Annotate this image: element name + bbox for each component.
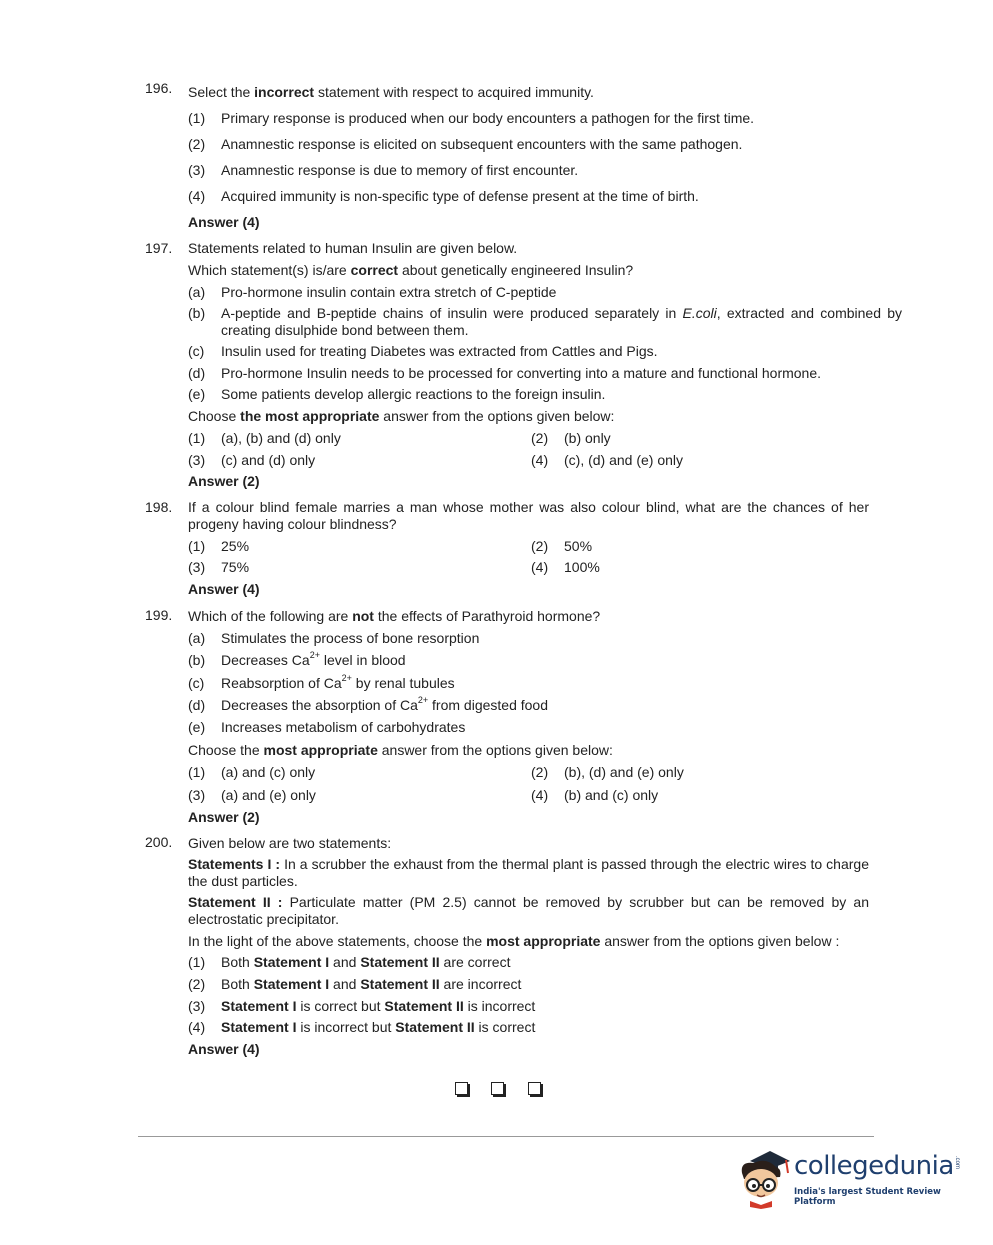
option-4: (4) 100% xyxy=(531,559,600,575)
choose-instruction: Choose the most appropriate answer from the options given below: xyxy=(188,408,615,424)
question-number: 199. xyxy=(145,607,173,623)
option-3: (3) (a) and (e) only xyxy=(188,787,316,803)
footer-divider xyxy=(138,1136,874,1137)
option-1: (1) 25% xyxy=(188,538,250,554)
option-1: (1) (a), (b) and (d) only xyxy=(188,430,341,446)
option-1: (1) Both Statement I and Statement II are correct xyxy=(188,954,511,970)
option-4: (4) (b) and (c) only xyxy=(531,787,659,803)
brand-domain: .com xyxy=(954,1156,960,1170)
brand-tagline: India's largest Student Review Platform xyxy=(794,1187,941,1207)
answer: Answer (4) xyxy=(188,1041,260,1057)
statement-d: (d) Pro-hormone Insulin needs to be processed for converting into a mature and functional hormone. xyxy=(188,365,822,381)
question-subtitle: Which statement(s) is/are correct about genetically engineered Insulin? xyxy=(188,262,634,278)
option-4: (4) (c), (d) and (e) only xyxy=(531,452,684,468)
statement-1: Statements I : In a scrubber the exhaust from the thermal plant is passed through the electric wires to charge the dust particles. xyxy=(188,856,869,889)
question-stem: Which of the following are not the effects of Parathyroid hormone? xyxy=(188,608,601,624)
option-2: (2) (b) only xyxy=(531,430,611,446)
option-1: (1) Primary response is produced when our body encounters a pathogen for the first time. xyxy=(188,110,755,126)
answer: Answer (4) xyxy=(188,581,260,597)
question-number: 196. xyxy=(145,80,173,96)
answer: Answer (4) xyxy=(188,214,260,230)
end-marker xyxy=(455,1082,560,1100)
statement-b: (b) Decreases $Ca^{2+}$ level in blood xyxy=(188,650,406,668)
option-2: (2) (b), (d) and (e) only xyxy=(531,764,684,780)
statement-c: (c) Reabsorption of $Ca^{2+}$ by renal tubules xyxy=(188,673,455,691)
option-3: (3) Anamnestic response is due to memory of first encounter. xyxy=(188,162,579,178)
question-stem: Given below are two statements: xyxy=(188,835,392,851)
option-4: (4) Acquired immunity is non-specific type of defense present at the time of birth. xyxy=(188,188,699,204)
choose-instruction: Choose the most appropriate answer from the options given below: xyxy=(188,742,613,758)
option-4: (4) Statement I is incorrect but Statement II is correct xyxy=(188,1019,536,1035)
option-2: (2) Anamnestic response is elicited on subsequent encounters with the same pathogen. xyxy=(188,136,743,152)
answer: Answer (2) xyxy=(188,809,260,825)
option-3: (3) Statement I is correct but Statement II is incorrect xyxy=(188,998,536,1014)
statement-a: (a) Stimulates the process of bone resorption xyxy=(188,630,480,646)
statement-b: (b) A-peptide and B-peptide chains of insulin were produced separately in E.coli, extracted and combined by creating disulphide bond between them. xyxy=(188,305,902,338)
statement-d: (d) Decreases the absorption of $Ca^{2+}$ from digested food xyxy=(188,695,549,713)
question-number: 198. xyxy=(145,499,173,515)
question-stem: If a colour blind female marries a man whose mother was also colour blind, what are the chances of her progeny having colour blindness? xyxy=(188,499,869,532)
checkbox-icon xyxy=(455,1082,468,1095)
answer: Answer (2) xyxy=(188,473,260,489)
question-number: 200. xyxy=(145,834,173,850)
option-1: (1) (a) and (c) only xyxy=(188,764,316,780)
question-stem: Statements related to human Insulin are given below. xyxy=(188,240,518,256)
option-2: (2) Both Statement I and Statement II are incorrect xyxy=(188,976,522,992)
mascot-icon xyxy=(736,1143,796,1209)
option-2: (2) 50% xyxy=(531,538,593,554)
statement-c: (c) Insulin used for treating Diabetes was extracted from Cattles and Pigs. xyxy=(188,343,658,359)
option-3: (3) 75% xyxy=(188,559,250,575)
statement-2: Statement II : Particulate matter (PM 2.5) cannot be removed by scrubber but can be removed by an electrostatic precipitator. xyxy=(188,894,869,927)
statement-e: (e) Increases metabolism of carbohydrates xyxy=(188,719,466,735)
statement-e: (e) Some patients develop allergic reactions to the foreign insulin. xyxy=(188,386,606,402)
choose-instruction: In the light of the above statements, choose the most appropriate answer from the options given below : xyxy=(188,933,840,949)
question-stem: Select the incorrect statement with respect to acquired immunity. xyxy=(188,84,594,100)
checkbox-icon xyxy=(491,1082,504,1095)
question-number: 197. xyxy=(145,240,173,256)
checkbox-icon xyxy=(528,1082,541,1095)
option-3: (3) (c) and (d) only xyxy=(188,452,316,468)
collegedunia-logo xyxy=(736,1143,966,1213)
statement-a: (a) Pro-hormone insulin contain extra stretch of C-peptide xyxy=(188,284,557,300)
brand-name: collegedunia xyxy=(794,1151,954,1181)
